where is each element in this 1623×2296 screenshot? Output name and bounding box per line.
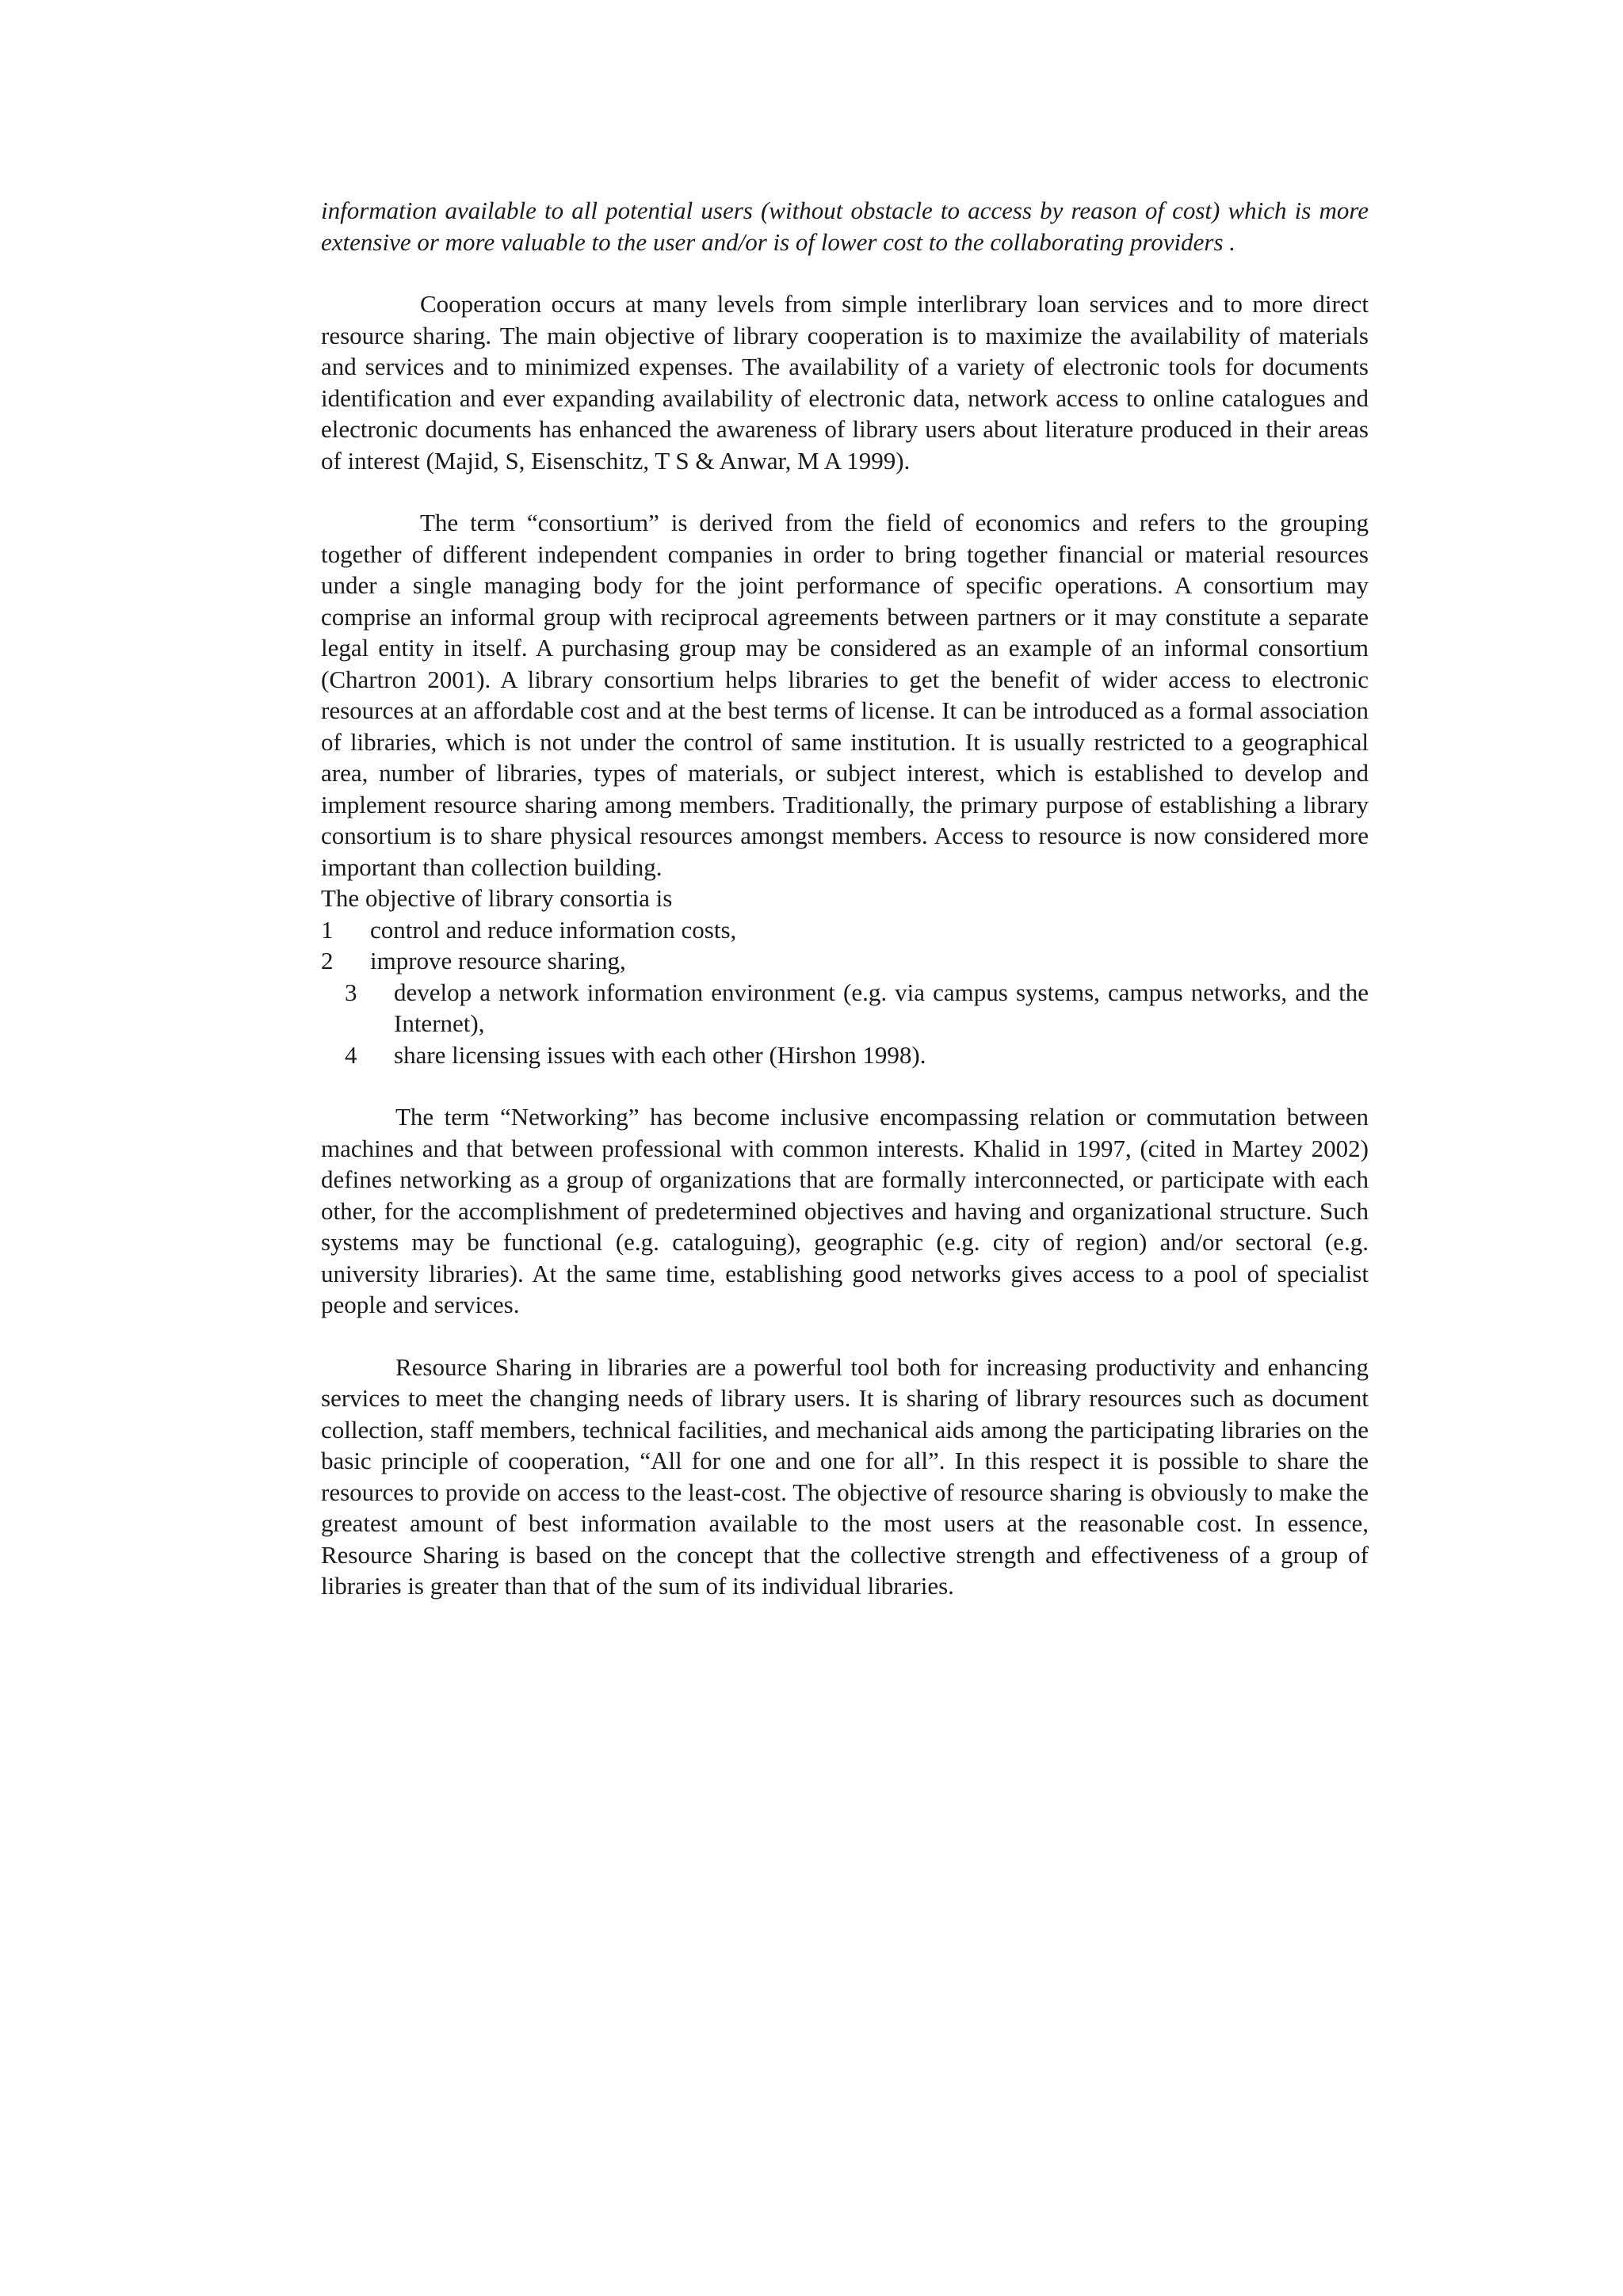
list-item-number: 1 [321, 915, 334, 944]
paragraph-consortium: The term “consortium” is derived from the field of economics and refers to the grouping together of different independent companies in order to bring together financial or material resources under a single managing body for the joint performance of specific operations. A consortium may comprise an informal group with reciprocal agreements between partners or it may constitute a separate legal entity in itself. A purchasing group may be considered as an example of an informal consortium (Chartron 2001). A library consortium helps libraries to get the benefit of wider access to electronic resources at an affordable cost and at the best terms of license. It can be introduced as a formal association of libraries, which is not under the control of same institution. It is usually restricted to a geographical area, number of libraries, types of materials, or subject interest, which is established to develop and implement resource sharing among members. Traditionally, the primary purpose of establishing a library consortium is to share physical resources amongst members. Access to resource is now considered more important than collection building. [321, 509, 1369, 881]
list-item [321, 977, 1369, 1039]
objectives-lead: The objective of library consortia is [321, 884, 673, 912]
list-item-number: 2 [321, 947, 334, 974]
list-item-text: develop a network information environment (e.g. via campus systems, campus networks, and the Internet), [394, 978, 1369, 1037]
document-page [321, 195, 1369, 1602]
paragraph-networking: The term “Networking” has become inclusive encompassing relation or commutation between machines and that between professional with common interests. Khalid in 1997, (cited in Martey 2002) defines networking as a group of organizations that are formally interconnected, or participate with each other, for the accomplishment of predetermined objectives and having and organizational structure. Such systems may be functional (e.g. cataloguing), geographic (e.g. city of region) and/or sectoral (e.g. university libraries). At the same time, establishing good networks gives access to a pool of specialist people and services. [321, 1103, 1369, 1318]
list-item [321, 914, 1369, 946]
objectives-list [321, 914, 1369, 1071]
list-item-text: share licensing issues with each other (Hirshon 1998). [394, 1040, 926, 1069]
paragraph-cooperation: Cooperation occurs at many levels from simple interlibrary loan services and to more direct resource sharing. The main objective of library cooperation is to maximize the availability of materials and services and to minimized expenses. The availability of a variety of electronic tools for documents identification and ever expanding availability of electronic data, network access to online catalogues and electronic documents has enhanced the awareness of library users about literature produced in their areas of interest (Majid, S, Eisenschitz, T S & Anwar, M A 1999). [321, 290, 1369, 475]
list-item [321, 1039, 1369, 1071]
list-item-text: control and reduce information costs, [370, 915, 737, 944]
list-item [321, 945, 1369, 977]
list-item-number: 3 [345, 978, 357, 1006]
list-item-number: 4 [345, 1040, 357, 1069]
paragraph-resource-sharing: Resource Sharing in libraries are a powerful tool both for increasing productivity and enhancing services to meet the changing needs of library users. It is sharing of library resources such as document collection, staff members, technical facilities, and mechanical aids among the participating libraries on the basic principle of cooperation, “All for one and one for all”. In this respect it is possible to share the resources to provide on access to the least-cost. The objective of resource sharing is obviously to make the greatest amount of best information available to the most users at the reasonable cost. In essence, Resource Sharing is based on the concept that the collective strength and effectiveness of a group of libraries is greater than that of the sum of its individual libraries. [321, 1352, 1369, 1600]
list-item-text: improve resource sharing, [370, 947, 626, 974]
quoted-definition: information available to all potential users (without obstacle to access by reason of cost) which is more extensive or more valuable to the user and/or is of lower cost to the collaborating providers . [321, 196, 1369, 256]
